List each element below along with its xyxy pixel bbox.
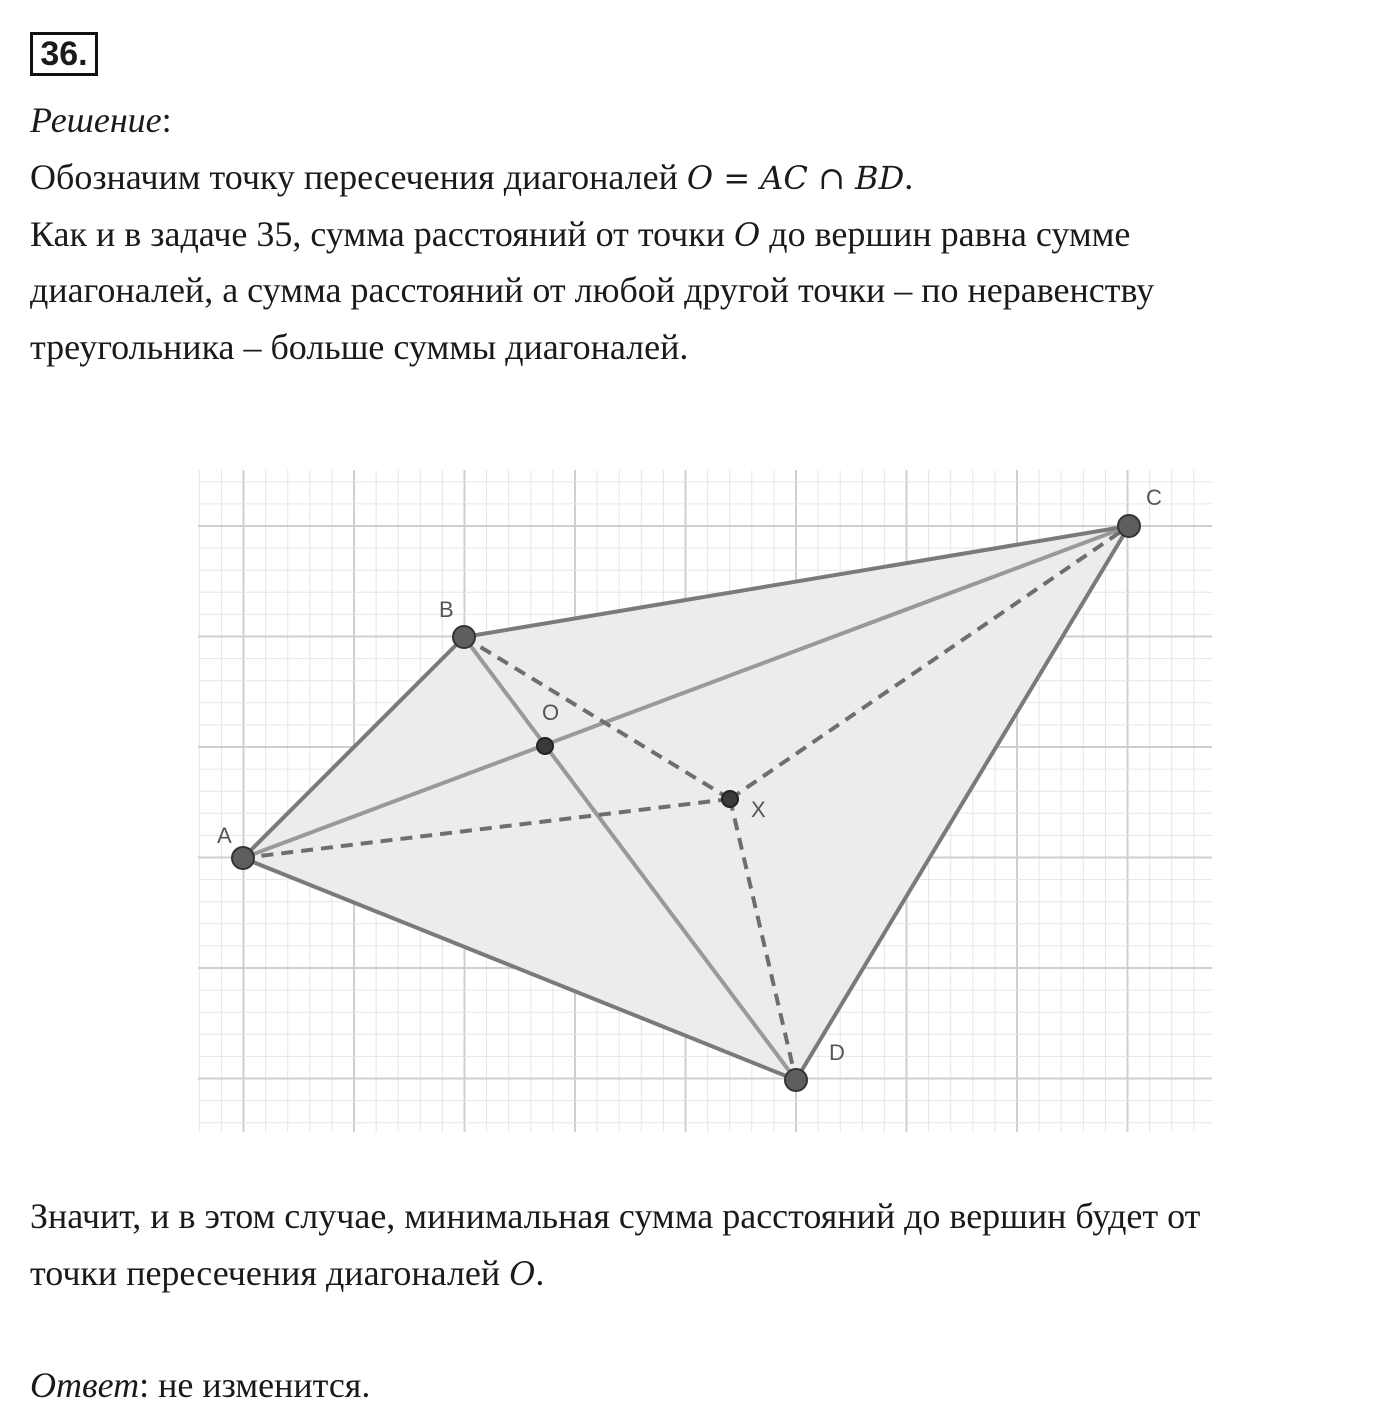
para3-line2-a: точки пересечения диагоналей — [30, 1253, 501, 1293]
label-a: A — [217, 823, 232, 848]
para2-line1-a: Как и в задаче 35, сумма расстояний от точки — [30, 214, 726, 254]
label-x: X — [751, 797, 766, 822]
point-x — [722, 791, 738, 807]
para1-period: . — [904, 157, 914, 197]
answer-colon: : — [139, 1365, 150, 1405]
paragraph-3-line-2 — [30, 1253, 544, 1294]
paragraph-3-line-1: Значит, и в этом случае, минимальная сумма расстояний до вершин будет от — [30, 1196, 1201, 1236]
para1-text: Обозначим точку пересечения диагоналей — [30, 157, 678, 197]
point-b — [453, 626, 475, 648]
formula-bd: BD — [855, 159, 905, 197]
formula-o: O — [686, 159, 714, 197]
point-d — [785, 1069, 807, 1091]
label-d: D — [829, 1040, 845, 1065]
para3-period: . — [535, 1253, 545, 1293]
para3-point-o: O — [509, 1255, 536, 1293]
point-o — [537, 738, 553, 754]
heading-colon: : — [161, 100, 172, 140]
formula-equals: = — [723, 159, 751, 197]
formula-ac: AC — [760, 159, 808, 197]
paragraph-2-line-3: треугольника – больше суммы диагоналей. — [30, 327, 689, 367]
problem-number: 36. — [30, 32, 98, 76]
label-o: O — [542, 700, 560, 725]
paragraph-2-line-2: диагоналей, а сумма расстояний от любой другой точки – по неравенству — [30, 270, 1155, 310]
answer-label: Ответ — [30, 1365, 140, 1405]
solution-heading: Решение — [30, 100, 162, 140]
label-c: C — [1146, 485, 1162, 510]
para2-line1-b: до вершин равна сумме — [769, 214, 1131, 254]
answer-line — [30, 1365, 370, 1405]
label-b: B — [439, 597, 454, 622]
para2-point-o: O — [734, 216, 761, 254]
point-c — [1118, 515, 1140, 537]
point-a — [232, 847, 254, 869]
formula-cap: ∩ — [818, 159, 845, 197]
answer-text: не изменится. — [158, 1365, 371, 1405]
